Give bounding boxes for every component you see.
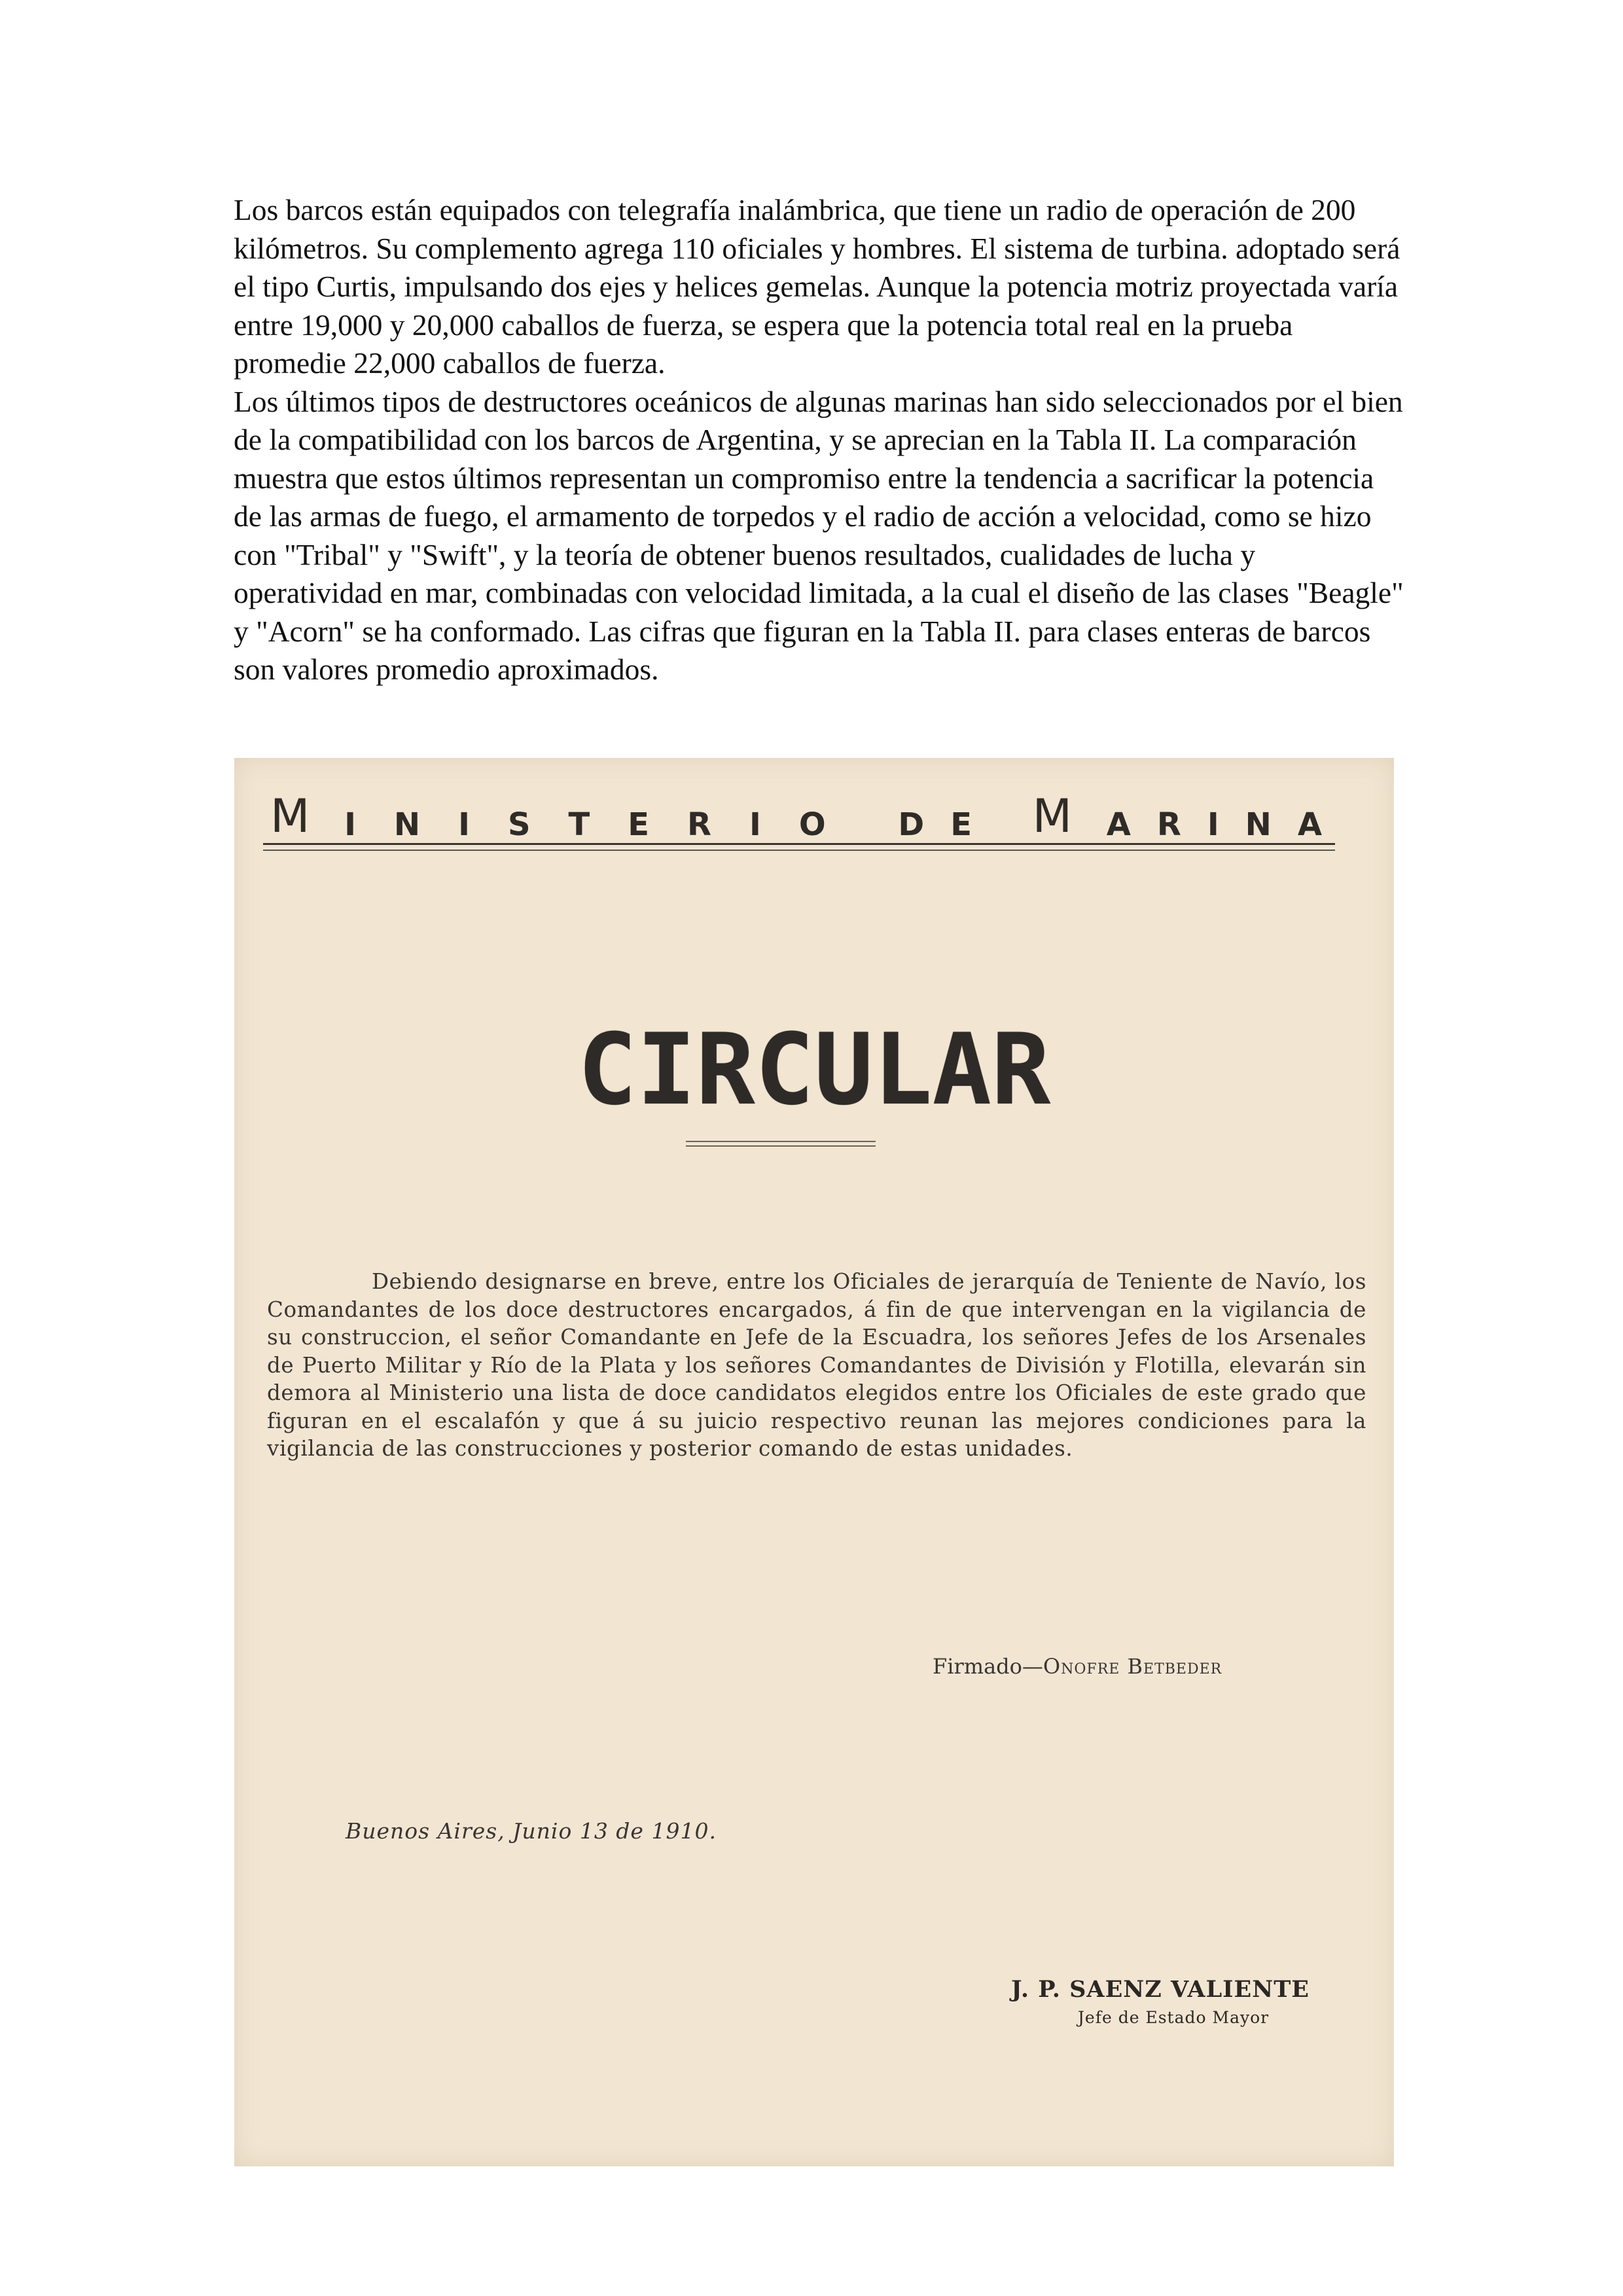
signed-line [933, 1654, 1222, 1679]
document-text [234, 191, 1405, 689]
header-rule-thin [263, 850, 1335, 851]
chief-title: Jefe de Estado Mayor [1077, 2008, 1270, 2027]
signed-name: Onofre Betbeder [1043, 1654, 1222, 1679]
ministry-word-marina: ARINA [1106, 806, 1348, 843]
paragraph-1: Los barcos están equipados con telegrafía inalámbrica, que tiene un radio de operación de 200 kilómetros. Su complemento agrega 110 oficiales y hombres. El sistema de turbina. adoptado será el tipo Curtis, impulsando dos ejes y helices gemelas. Aunque la potencia motriz proyectada varía entre 19,000 y 20,000 caballos de fuerza, se espera que la potencia total real en la prueba promedie 22,000 caballos de fuerza. [234, 193, 1400, 380]
signature-block [977, 1976, 1344, 2027]
chief-name: J. P. SAENZ VALIENTE [1011, 1976, 1310, 2003]
ministry-initial-m2: M [1032, 789, 1073, 843]
signed-prefix: Firmado— [933, 1654, 1043, 1679]
ministry-word-ministerio: INISTERIO [344, 806, 864, 843]
ministry-word-de: DE [898, 806, 998, 843]
paragraph-2: Los últimos tipos de destructores oceánicos de algunas marinas han sido seleccionados por el bien de la compatibilidad con los barcos de Argentina, y se aprecian en la Tabla II. La comparación muestra que estos últimos representan un compromiso entre la tendencia a sacrificar la potencia de las armas de fuego, el armamento de torpedos y el radio de acción a velocidad, como se hizo con "Tribal" y "Swift", y la teoría de obtener buenos resultados, cualidades de lucha y operatividad en mar, combinadas con velocidad limitada, a la cual el diseño de las clases "Beagle" y "Acorn" se ha conformado. Las cifras que figuran en la Tabla II. para clases enteras de barcos son valores promedio aproximados. [234, 384, 1404, 686]
dateline: Buenos Aires, Junio 13 de 1910. [346, 1818, 717, 1844]
circular-title: CIRCULAR [577, 1013, 1051, 1127]
divider-rule [686, 1145, 876, 1147]
scanned-circular-image [234, 758, 1394, 2166]
header-rule [263, 843, 1335, 845]
ministry-header [270, 789, 1348, 843]
circular-body: Debiendo designarse en breve, entre los Oficiales de jerarquía de Teniente de Navío, los Comandantes de los doce destructores encargados, á fin de que intervengan en la vigilancia de su construccion, el señor Comandante en Jefe de la Escuadra, los señores Jefes de los Arsenales de Puerto Militar y Río de la Plata y los señores Comandantes de División y Flotilla, elevarán sin demora al Ministerio una lista de doce candidatos elegidos entre los Oficiales de este grado que figuran en el escalafón y que á su juicio respectivo reunan las mejores condiciones para la vigilancia de las construcciones y posterior comando de estas unidades. [267, 1269, 1366, 1461]
divider-rule [686, 1141, 876, 1142]
ministry-initial-m: M [270, 789, 310, 843]
